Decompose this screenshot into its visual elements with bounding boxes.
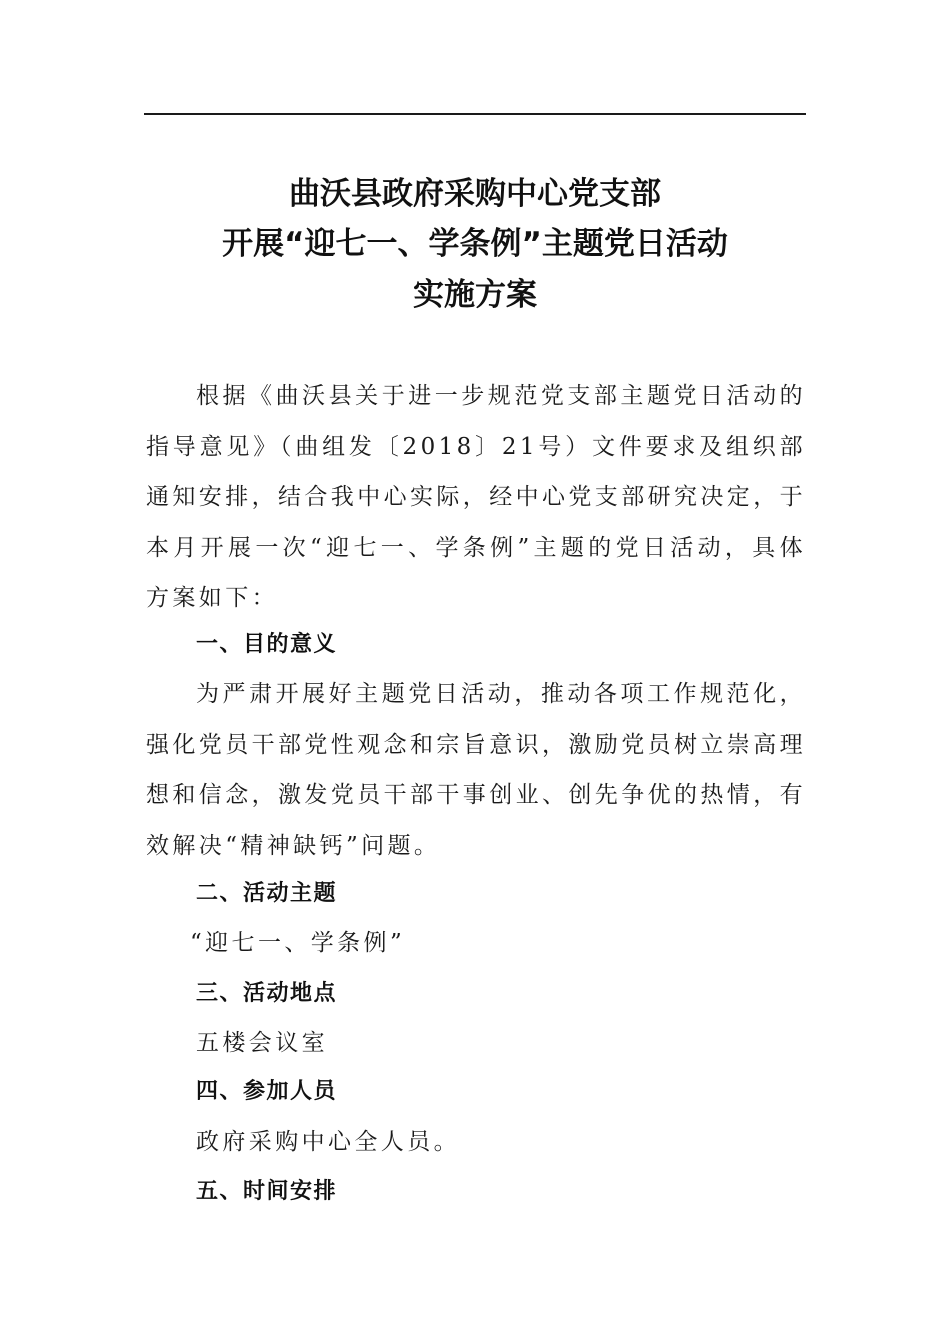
header-rule (144, 113, 806, 115)
document-title-line-1: 曲沃县政府采购中心党支部 (289, 176, 661, 212)
section-heading-location: 三、活动地点 (196, 981, 338, 1006)
section-body-location: 五楼会议室 (196, 1030, 328, 1056)
section-heading-purpose: 一、目的意义 (196, 632, 338, 657)
intro-paragraph: 根据《曲沃县关于进一步规范党支部主题党日活动的指导意见》（曲组发〔2018〕21号）文件要求及组织部通知安排，结合我中心实际，经中心党支部研究决定，于本月开展一次“迎七一、学条例”主题的党日活动，具体方案如下： (146, 383, 806, 611)
section-heading-theme: 二、活动主题 (196, 881, 338, 906)
document-title-line-3: 实施方案 (413, 277, 537, 313)
section-body-purpose: 为严肃开展好主题党日活动，推动各项工作规范化，强化党员干部党性观念和宗旨意识，激励党员树立崇高理想和信念，激发党员干部干事创业、创先争优的热情，有效解决“精神缺钙”问题。 (146, 681, 806, 859)
section-body-participants: 政府采购中心全人员。 (196, 1129, 460, 1155)
section-heading-participants: 四、参加人员 (196, 1079, 338, 1104)
document-title-line-2: 开展“迎七一、学条例”主题党日活动 (222, 226, 728, 262)
section-body-theme: “迎七一、学条例” (190, 930, 406, 956)
section-heading-schedule: 五、时间安排 (196, 1179, 338, 1204)
